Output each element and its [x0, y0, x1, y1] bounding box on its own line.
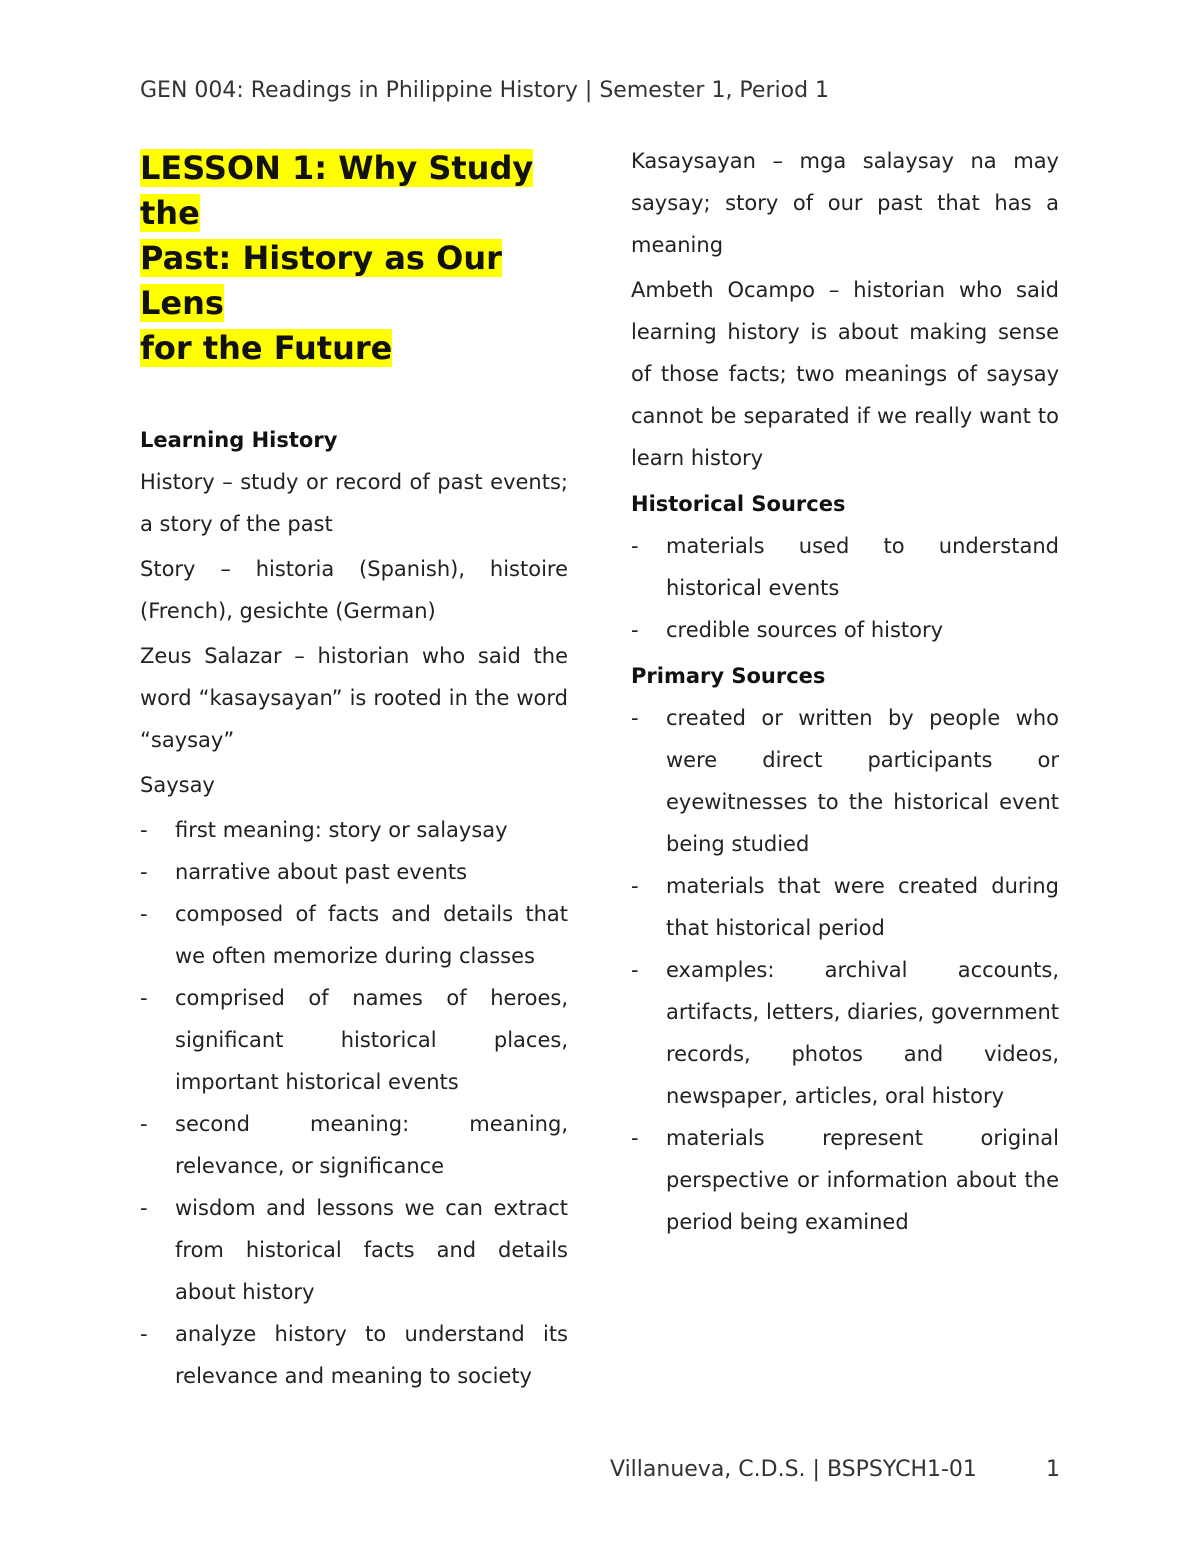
- page-number: 1: [1046, 1457, 1060, 1482]
- bullet-text: analyze history to understand its relevance and meaning to society: [175, 1322, 568, 1388]
- bullet-dash: -: [140, 818, 148, 842]
- lesson-title: [140, 146, 568, 371]
- list-item: [631, 697, 1059, 865]
- bullet-dash: -: [631, 618, 639, 642]
- bullet-dash: -: [140, 902, 148, 926]
- bullet-text: second meaning: meaning, relevance, or significance: [175, 1112, 568, 1178]
- title-spacer: [140, 371, 568, 415]
- list-item: [631, 525, 1059, 609]
- primary-sources-heading: Primary Sources: [631, 664, 826, 688]
- ambeth-ocampo-note: Ambeth Ocampo – historian who said learning history is about making sense of those facts; two meanings of saysay cannot be separated if we really want to learn history: [631, 278, 1059, 470]
- bullet-text: first meaning: story or salaysay: [175, 818, 508, 842]
- bullet-dash: -: [140, 986, 148, 1010]
- bullet-text: materials that were created during that historical period: [666, 874, 1059, 940]
- bullet-text: materials represent original perspective or information about the period being examined: [666, 1126, 1059, 1234]
- right-column: [631, 140, 1059, 1246]
- page-footer: [610, 1455, 1060, 1485]
- list-item: [140, 1187, 568, 1313]
- bullet-text: narrative about past events: [175, 860, 468, 884]
- learning-history-heading: Learning History: [140, 428, 338, 452]
- list-item: [140, 851, 568, 893]
- bullet-dash: -: [631, 874, 639, 898]
- page-header: GEN 004: Readings in Philippine History | Semester 1, Period 1: [140, 78, 830, 103]
- bullet-text: composed of facts and details that we often memorize during classes: [175, 902, 568, 968]
- saysay-label: Saysay: [140, 773, 215, 797]
- bullet-text: wisdom and lessons we can extract from historical facts and details about history: [175, 1196, 568, 1304]
- bullet-text: credible sources of history: [666, 618, 944, 642]
- kasaysayan-definition: Kasaysayan – mga salaysay na may saysay; story of our past that has a meaning: [631, 149, 1059, 257]
- bullet-dash: -: [631, 958, 639, 982]
- bullet-text: comprised of names of heroes, significant historical places, important historical events: [175, 986, 568, 1094]
- historical-sources-list: [631, 525, 1059, 651]
- bullet-dash: -: [140, 1322, 148, 1346]
- left-column: [140, 146, 568, 1400]
- list-item: [140, 1313, 568, 1397]
- bullet-text: created or written by people who were direct participants or eyewitnesses to the historical event being studied: [666, 706, 1059, 856]
- story-definition: Story – historia (Spanish), histoire (French), gesichte (German): [140, 557, 568, 623]
- bullet-dash: -: [140, 1196, 148, 1220]
- lesson-title-line-2: Past: History as Our Lens: [140, 239, 502, 322]
- list-item: [140, 977, 568, 1103]
- history-definition: History – study or record of past events; a story of the past: [140, 470, 568, 536]
- list-item: [631, 865, 1059, 949]
- primary-sources-list: [631, 697, 1059, 1243]
- footer-author: Villanueva, C.D.S. | BSPSYCH1-01: [610, 1457, 977, 1482]
- list-item: [631, 1117, 1059, 1243]
- list-item: [631, 949, 1059, 1117]
- bullet-dash: -: [631, 534, 639, 558]
- bullet-dash: -: [631, 706, 639, 730]
- list-item: [631, 609, 1059, 651]
- bullet-text: examples: archival accounts, artifacts, letters, diaries, government records, photos and videos, newspaper, articles, oral history: [666, 958, 1059, 1108]
- bullet-dash: -: [140, 860, 148, 884]
- list-item: [140, 1103, 568, 1187]
- lesson-title-line-1: LESSON 1: Why Study the: [140, 149, 534, 232]
- historical-sources-heading: Historical Sources: [631, 492, 846, 516]
- bullet-dash: -: [631, 1126, 639, 1150]
- list-item: [140, 809, 568, 851]
- bullet-dash: -: [140, 1112, 148, 1136]
- list-item: [140, 893, 568, 977]
- zeus-salazar-note: Zeus Salazar – historian who said the word “kasaysayan” is rooted in the word “saysay”: [140, 644, 568, 752]
- bullet-text: materials used to understand historical events: [666, 534, 1059, 600]
- lesson-title-line-3: for the Future: [140, 329, 393, 367]
- saysay-bullet-list: [140, 809, 568, 1397]
